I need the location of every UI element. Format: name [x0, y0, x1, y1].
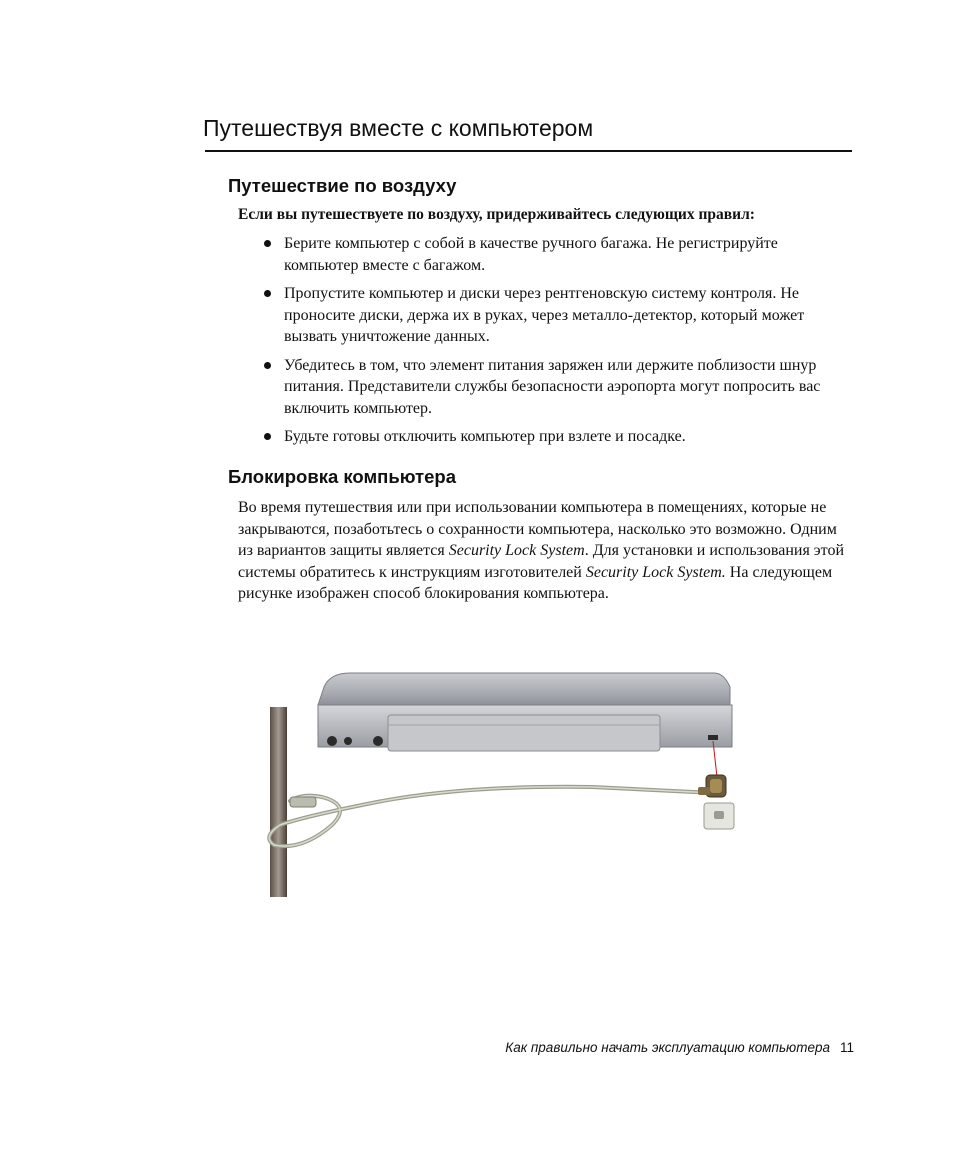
bullet-icon	[264, 290, 271, 297]
paragraph-text: На следующем рисунке изображен способ блокирования компьютера.	[238, 563, 833, 602]
footer-text: Как правильно начать эксплуатацию компьютера	[505, 1040, 830, 1055]
product-name: Security Lock System.	[585, 563, 726, 581]
list-item-text: Будьте готовы отключить компьютер при взлете и посадке.	[284, 428, 686, 445]
list-item	[262, 355, 847, 420]
bullet-icon	[264, 240, 271, 247]
list-item-text: Берите компьютер с собой в качестве ручного багажа. Не регистрируйте компьютер вместе с багажом.	[284, 235, 778, 274]
lock-slot	[708, 735, 718, 740]
section-heading-air-travel: Путешествие по воздуху	[228, 175, 457, 196]
product-name: Security Lock System	[448, 542, 585, 559]
list-item-text: Пропустите компьютер и диски через рентгеновскую систему контроля. Не проносите диски, держа их в руках, через металло-детектор, который может вызвать уничтожение данных.	[284, 285, 805, 345]
lock-body	[698, 775, 726, 797]
security-cable	[269, 787, 714, 846]
bullet-icon	[264, 362, 271, 369]
port-icon	[327, 736, 337, 746]
air-travel-rules-list	[262, 233, 847, 455]
paragraph-text: . Для установки и использования этой системы обратитесь к инструкциям изготовителей	[238, 542, 845, 581]
cable-end-cap	[290, 797, 316, 807]
port-icon	[344, 737, 352, 745]
lock-key	[704, 803, 734, 829]
laptop-lid	[318, 673, 730, 705]
list-item	[262, 233, 847, 276]
chapter-title: Путешествуя вместе с компьютером	[203, 115, 594, 141]
title-rule	[205, 150, 852, 152]
air-travel-intro: Если вы путешествуете по воздуху, придерживайтесь следующих правил:	[238, 206, 755, 223]
page-footer	[505, 1040, 854, 1055]
port-icon	[373, 736, 383, 746]
list-item-text: Убедитесь в том, что элемент питания заряжен или держите поблизости шнур питания. Представители службы безопасности аэропорта могут попросить вас включить компьютер.	[284, 356, 821, 417]
laptop-hinge	[388, 715, 660, 751]
pole	[270, 707, 287, 897]
bullet-icon	[264, 433, 271, 440]
section-heading-computer-lock: Блокировка компьютера	[228, 466, 456, 487]
paragraph-text: Во время путешествия или при использовании компьютера в помещениях, которые не закрываются, позаботьтесь о сохранности компьютера, насколько это возможно. Одним из вариантов защиты является	[238, 499, 837, 559]
list-item	[262, 426, 847, 448]
laptop-security-lock-illustration	[262, 665, 752, 900]
computer-lock-paragraph	[238, 497, 850, 605]
page-number: 11	[839, 1040, 854, 1055]
list-item	[262, 283, 847, 348]
